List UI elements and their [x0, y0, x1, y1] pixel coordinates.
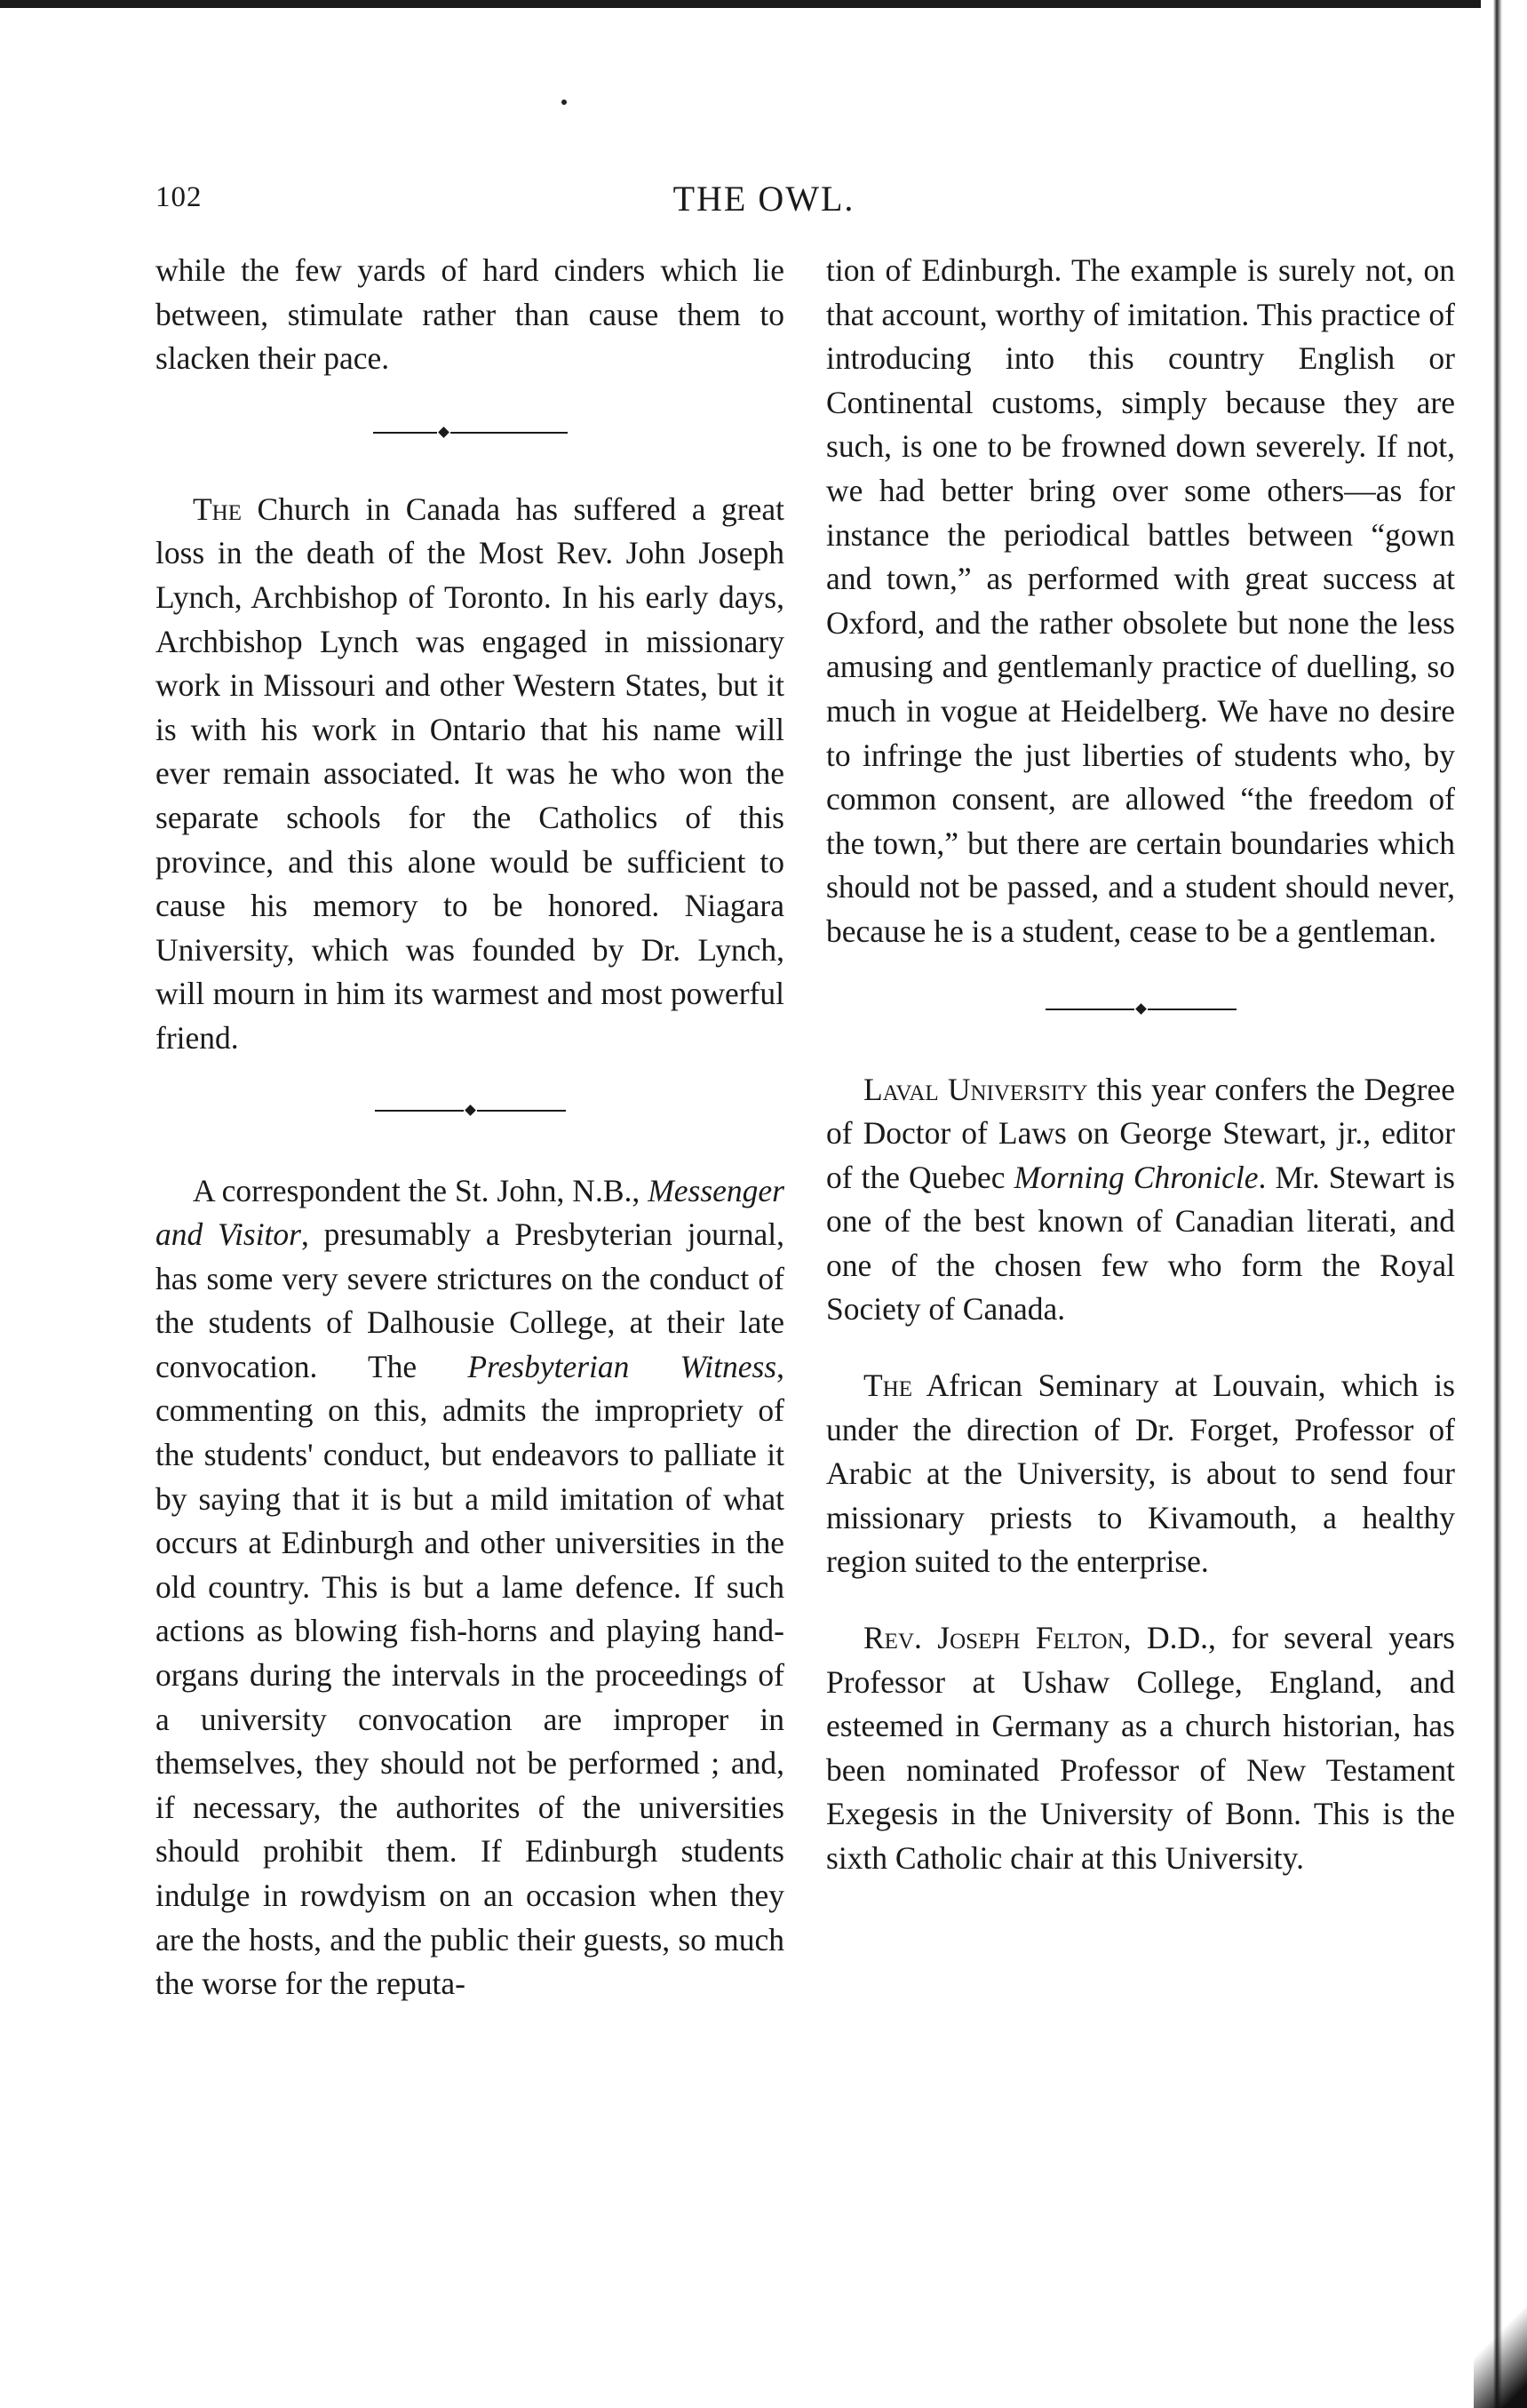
page-top-edge [0, 0, 1527, 8]
divider-diamond-icon [1135, 1003, 1147, 1015]
page-right-binding-edge [1481, 0, 1527, 2408]
section-divider-ornament [155, 1093, 784, 1128]
italic-publication-title: Messenger and Visitor [155, 1172, 784, 1253]
lead-small-caps: Rev. Joseph Felton [863, 1620, 1124, 1656]
paragraph-dalhousie-convocation: A correspondent the St. John, N.B., Messenger and Visitor, presumably a Presbyterian journal, has some very severe strictures on the conduct of the students of Dalhousie College, at their late convocation. The Presbyterian Witness, commenting on this, admits the impropriety of the students' conduct, but endeavors to palliate it by saying that it is but a mild imitation of what occurs at Edinburgh and other universities in the old country. This is but a lame defence. If such actions as blowing fish-horns and playing hand-organs during the intervals in the proceedings of a university convocation are improper in themselves, they should not be performed ; and, if necessary, the authorites of the universities should prohibit them. If Edinburgh students indulge in rowdyism on an occasion when they are the hosts, and the public their guests, so much the worse for the reputa- [155, 1172, 784, 2002]
page-corner-shadow [1474, 2230, 1527, 2408]
italic-publication-title: Morning Chronicle [1014, 1159, 1259, 1195]
section-divider-ornament [155, 415, 784, 451]
ink-speck [561, 100, 567, 105]
paragraph-archbishop-lynch: The Church in Canada has suffered a great loss in the death of the Most Rev. John Joseph Lynch, Archbishop of Toronto. In his early days, Archbishop Lynch was engaged in missionary work in Missouri and other Western States, but it is with his work in Ontario that his name will ever remain associated. It was he who won the separate schools for the Catholics of this province, and this alone would be sufficient to cause his memory to be honored. Niagara University, which was founded by Dr. Lynch, will mourn in him its warmest and most powerful friend. [155, 490, 784, 1056]
paragraph-joseph-felton: Rev. Joseph Felton, D.D., for several years Professor at Ushaw College, England, and esteemed in Germany as a church historian, has been nominated Professor of New Testament Exegesis in the University of Bonn. This is the sixth Catholic chair at this University. [826, 1620, 1455, 1876]
lead-small-caps: The [193, 490, 243, 527]
running-head-title: THE OWL. [672, 179, 855, 219]
paragraph-laval-university: Laval University this year confers the Degree of Doctor of Laws on George Stewart, jr., editor of the Quebec Morning Chronicle. Mr. Stewart is one of the best known of Canadian literati, and one of the chosen few who form the Royal Society of Canada. [826, 1071, 1455, 1328]
divider-diamond-icon [465, 1104, 476, 1116]
paragraph-african-seminary: The African Seminary at Louvain, which is under the direction of Dr. Forget, Professor of Arabic at the University, is about to send four missionary priests to Kivamouth, a healthy region suited to the enterprise. [826, 1367, 1455, 1580]
lead-small-caps: The [863, 1367, 913, 1404]
lead-small-caps: Laval University [863, 1071, 1088, 1107]
page-number: 102 [155, 181, 203, 213]
italic-publication-title: Presbyterian Witness [467, 1348, 777, 1384]
right-column [826, 249, 1455, 1881]
paragraph-edinburgh-customs: tion of Edinburgh. The example is surely not, on that account, worthy of imitation. This practice of introducing into this country English or Continental customs, simply because they are such, is one to be frowned down severely. If not, we had better bring over some others—as for instance the periodical battles between “gown and town,” as performed with great success at Oxford, and the rather obsolete but none the less amusing and gentlemanly practice of duelling, so much in vogue at Heidelberg. We have no desire to infringe the just liberties of students who, by common consent, are allowed “the freedom of the town,” but there are certain boundaries which should not be passed, and a student should never, because he is a student, cease to be a gentleman. [826, 252, 1455, 949]
divider-diamond-icon [438, 427, 449, 438]
section-divider-ornament [826, 992, 1455, 1027]
paragraph-cinders: while the few yards of hard cinders which lie between, stimulate rather than cause them to slacken their pace. [155, 252, 784, 377]
left-column [155, 249, 784, 2006]
